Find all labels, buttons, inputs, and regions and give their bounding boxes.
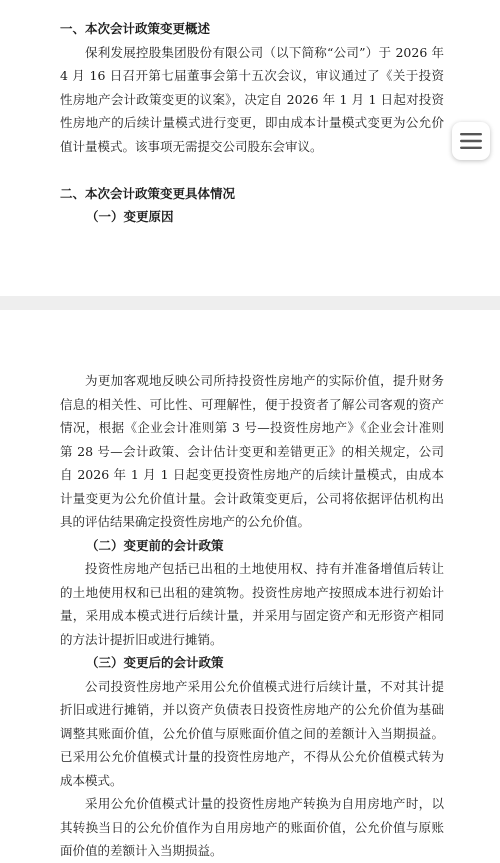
section-1-paragraph: 保利发展控股集团股份有限公司（以下简称“公司”）于 2026 年 4 月 16 日召开第七届董事会第十五次会议，审议通过了《关于投资性房地产会计政策变更的议案》，决定自 2026 年 1 月 1 日起对投资性房地产的后续计量模式进行变更，即由成本计量模式变更为公允价值计量模式。该事项无需提交公司股东会审议。 bbox=[60, 44, 444, 154]
hamburger-menu-icon bbox=[460, 132, 482, 150]
before-change-paragraph: 投资性房地产包括已出租的土地使用权、持有并准备增值后转让的土地使用权和已出租的建筑物。投资性房地产按照成本进行初始计量，采用成本模式进行后续计量，并采用与固定资产和无形资产相同的方法计提折旧或进行摊销。 bbox=[60, 561, 444, 647]
change-reason-heading: （一）变更原因 bbox=[86, 209, 174, 224]
section-1-heading: 一、本次会计政策变更概述 bbox=[60, 21, 211, 36]
section-2-heading: 二、本次会计政策变更具体情况 bbox=[60, 185, 236, 201]
page-separator bbox=[0, 296, 500, 310]
menu-button[interactable] bbox=[452, 122, 490, 160]
before-change-heading: （二）变更前的会计政策 bbox=[86, 537, 224, 553]
after-change-paragraph-2: 采用公允价值模式计量的投资性房地产转换为自用房地产时，以其转换当日的公允价值作为自用房地产的账面价值，公允价值与原账面价值的差额计入当期损益。 bbox=[60, 796, 444, 858]
document-page-2 bbox=[0, 310, 500, 858]
blank-line bbox=[60, 158, 444, 182]
document-page-1 bbox=[0, 0, 500, 296]
after-change-heading: （三）变更后的会计政策 bbox=[86, 655, 224, 670]
change-reason-paragraph: 为更加客观地反映公司所持投资性房地产的实际价值，提升财务信息的相关性、可比性、可理解性，便于投资者了解公司客观的资产情况，根据《企业会计准则第 3 号—投资性房地产》《企业会计准则第 28 号—会计政策、会计估计变更和差错更正》的相关规定，公司自 2026 年 1 月 1 日起变更投资性房地产的后续计量模式，由成本计量变更为公允价值计量。会计政策变更后，公司将依据评估机构出具的评估结果确定投资性房地产的公允价值。 bbox=[60, 373, 444, 529]
page-1-text bbox=[60, 17, 444, 229]
page-2-text bbox=[60, 369, 444, 863]
after-change-paragraph-1: 公司投资性房地产采用公允价值模式进行后续计量，不对其计提折旧或进行摊销，并以资产负债表日投资性房地产的公允价值为基础调整其账面价值，公允价值与原账面价值之间的差额计入当期损益。已采用公允价值模式计量的投资性房地产，不得从公允价值模式转为成本模式。 bbox=[60, 678, 444, 788]
